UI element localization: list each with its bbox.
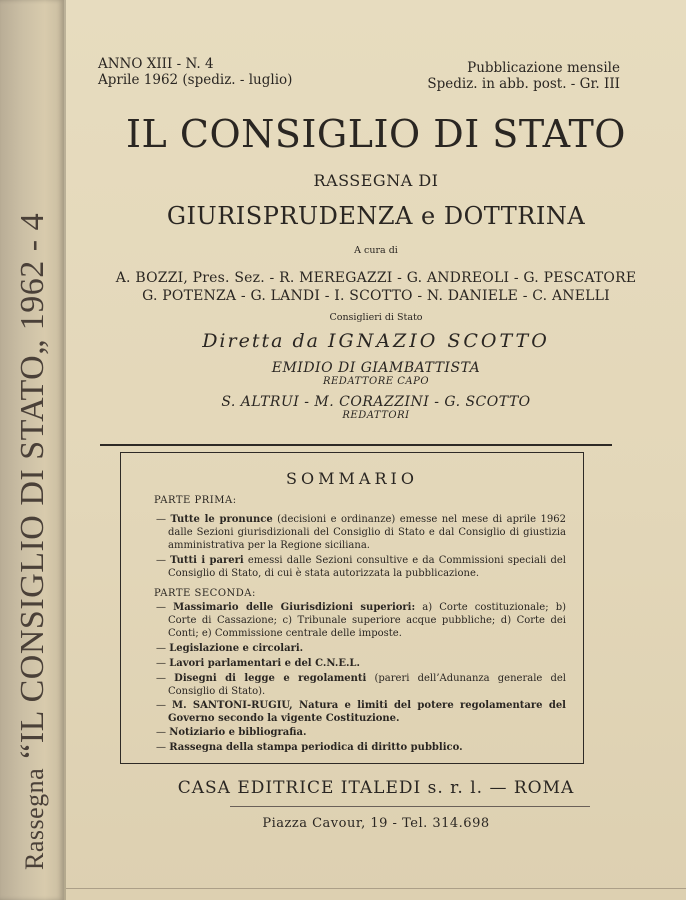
publication-frequency: Pubblicazione mensile [467, 60, 620, 76]
entry-text: a) Corte costituzionale; b) Corte di Cassazione; c) Tribunale superiore acque pubbliche; d) Corte dei Conti; e) Commissione centrale delle imposte. [168, 602, 566, 639]
entry-text: emessi dalle Sezioni consultive e da Commissioni speciali del Consiglio di Stato, di cui è stata autorizzata la pubblicazione. [168, 555, 566, 579]
parte-prima-heading: PARTE PRIMA: [154, 495, 237, 506]
director-name: IGNAZIO SCOTTO [328, 330, 550, 352]
bottom-edge [66, 888, 686, 889]
subtitle-giurisprudenza: GIURISPRUDENZA e DOTTRINA [166, 202, 586, 230]
postal-info: Spediz. in abb. post. - Gr. III [427, 76, 620, 92]
sommario-entry: — Rassegna della stampa periodica di diritto pubblico. [156, 742, 463, 753]
sommario-entry: — Massimario delle Giurisdizioni superiori: a) Corte costituzionale; b) Corte di Cassazione; c) Tribunale superiore acque pubbliche; d) Corte dei Conti; e) Commissione centrale delle imposte. [156, 602, 566, 639]
sommario-entry: — Tutte le pronunce (decisioni e ordinanze) emesse nel mese di aprile 1962 dalle Sezioni giurisdizionali del Consiglio di Stato e dal Consiglio di giustizia amministrativa per la Regione siciliana. [156, 514, 566, 551]
diretta-da-label: Diretta da [202, 330, 320, 352]
sommario-entry: — Legislazione e circolari. [156, 643, 304, 654]
sommario-entry: — M. SANTONI-RUGIU, Natura e limiti del potere regolamentare del Governo secondo la vigente Costituzione. [156, 700, 566, 724]
entry-bold: M. SANTONI-RUGIU, Natura e limiti del potere regolamentare del Governo secondo la vigente Costituzione. [168, 700, 566, 724]
chief-editor-name: EMIDIO DI GIAMBATTISTA [271, 360, 481, 376]
cover-title: IL CONSIGLIO DI STATO [126, 112, 626, 156]
spine-title: “IL CONSIGLIO DI STATO„ [14, 339, 51, 759]
editors-line-1: A. BOZZI, Pres. Sez. - R. MEREGAZZI - G. ANDREOLI - G. PESCATORE [115, 270, 637, 286]
sommario-title: SOMMARIO [286, 469, 418, 488]
entry-bold: Notiziario e bibliografia. [169, 727, 307, 738]
issue-info [98, 56, 292, 88]
entry-bold: Disegni di legge e regolamenti [174, 673, 367, 684]
spine-issue: 1962 - 4 [14, 212, 51, 331]
divider-line [100, 444, 612, 446]
entry-bold: Legislazione e circolari. [169, 643, 304, 654]
issue-date: Aprile 1962 (spediz. - luglio) [98, 72, 293, 88]
sommario-entry: — Notiziario e bibliografia. [156, 727, 307, 738]
entry-bold: Tutte le pronunce [170, 514, 273, 525]
publisher-address: Piazza Cavour, 19 - Tel. 314.698 [262, 816, 490, 831]
entry-text: (pareri dell’Adunanza generale del Consiglio di Stato). [168, 673, 566, 697]
issue-number: ANNO XIII - N. 4 [98, 56, 214, 72]
subtitle-rassegna: RASSEGNA DI [313, 171, 439, 190]
entry-text: (decisioni e ordinanze) emesse nel mese di aprile 1962 dalle Sezioni giurisdizionali del Consiglio di Stato e dal Consiglio di giustizia amministrativa per la Regione siciliana. [168, 514, 566, 551]
entry-bold: Rassegna della stampa periodica di diritto pubblico. [169, 742, 463, 753]
spine-prefix: Rassegna [20, 767, 49, 870]
parte-seconda-heading: PARTE SECONDA: [154, 588, 256, 599]
chief-editor-role: REDATTORE CAPO [322, 376, 430, 387]
sommario-entry: — Disegni di legge e regolamenti (pareri dell’Adunanza generale del Consiglio di Stato). [156, 673, 566, 697]
sommario-box [120, 452, 584, 764]
spine [0, 0, 64, 900]
director-line [66, 330, 686, 352]
publisher-divider [230, 806, 590, 807]
consiglieri-label: Consiglieri di Stato [329, 312, 423, 323]
redattori-names: S. ALTRUI - M. CORAZZINI - G. SCOTTO [221, 394, 531, 410]
editors-line-2: G. POTENZA - G. LANDI - I. SCOTTO - N. DANIELE - C. ANELLI [142, 288, 610, 304]
entry-bold: Tutti i pareri [170, 555, 244, 566]
a-cura-di: A cura di [354, 245, 398, 256]
sommario-entry: — Lavori parlamentari e del C.N.E.L. [156, 658, 360, 669]
publication-info [427, 60, 620, 92]
sommario-entry: — Tutti i pareri emessi dalle Sezioni consultive e da Commissioni speciali del Consiglio di Stato, di cui è stata autorizzata la pubblicazione. [156, 555, 566, 579]
entry-bold: Lavori parlamentari e del C.N.E.L. [169, 658, 360, 669]
publisher-name: CASA EDITRICE ITALEDI s. r. l. — ROMA [177, 778, 575, 798]
entry-bold: Massimario delle Giurisdizioni superiori: [173, 602, 416, 613]
spine-text [14, 213, 52, 870]
redattori-role: REDATTORI [342, 410, 410, 421]
